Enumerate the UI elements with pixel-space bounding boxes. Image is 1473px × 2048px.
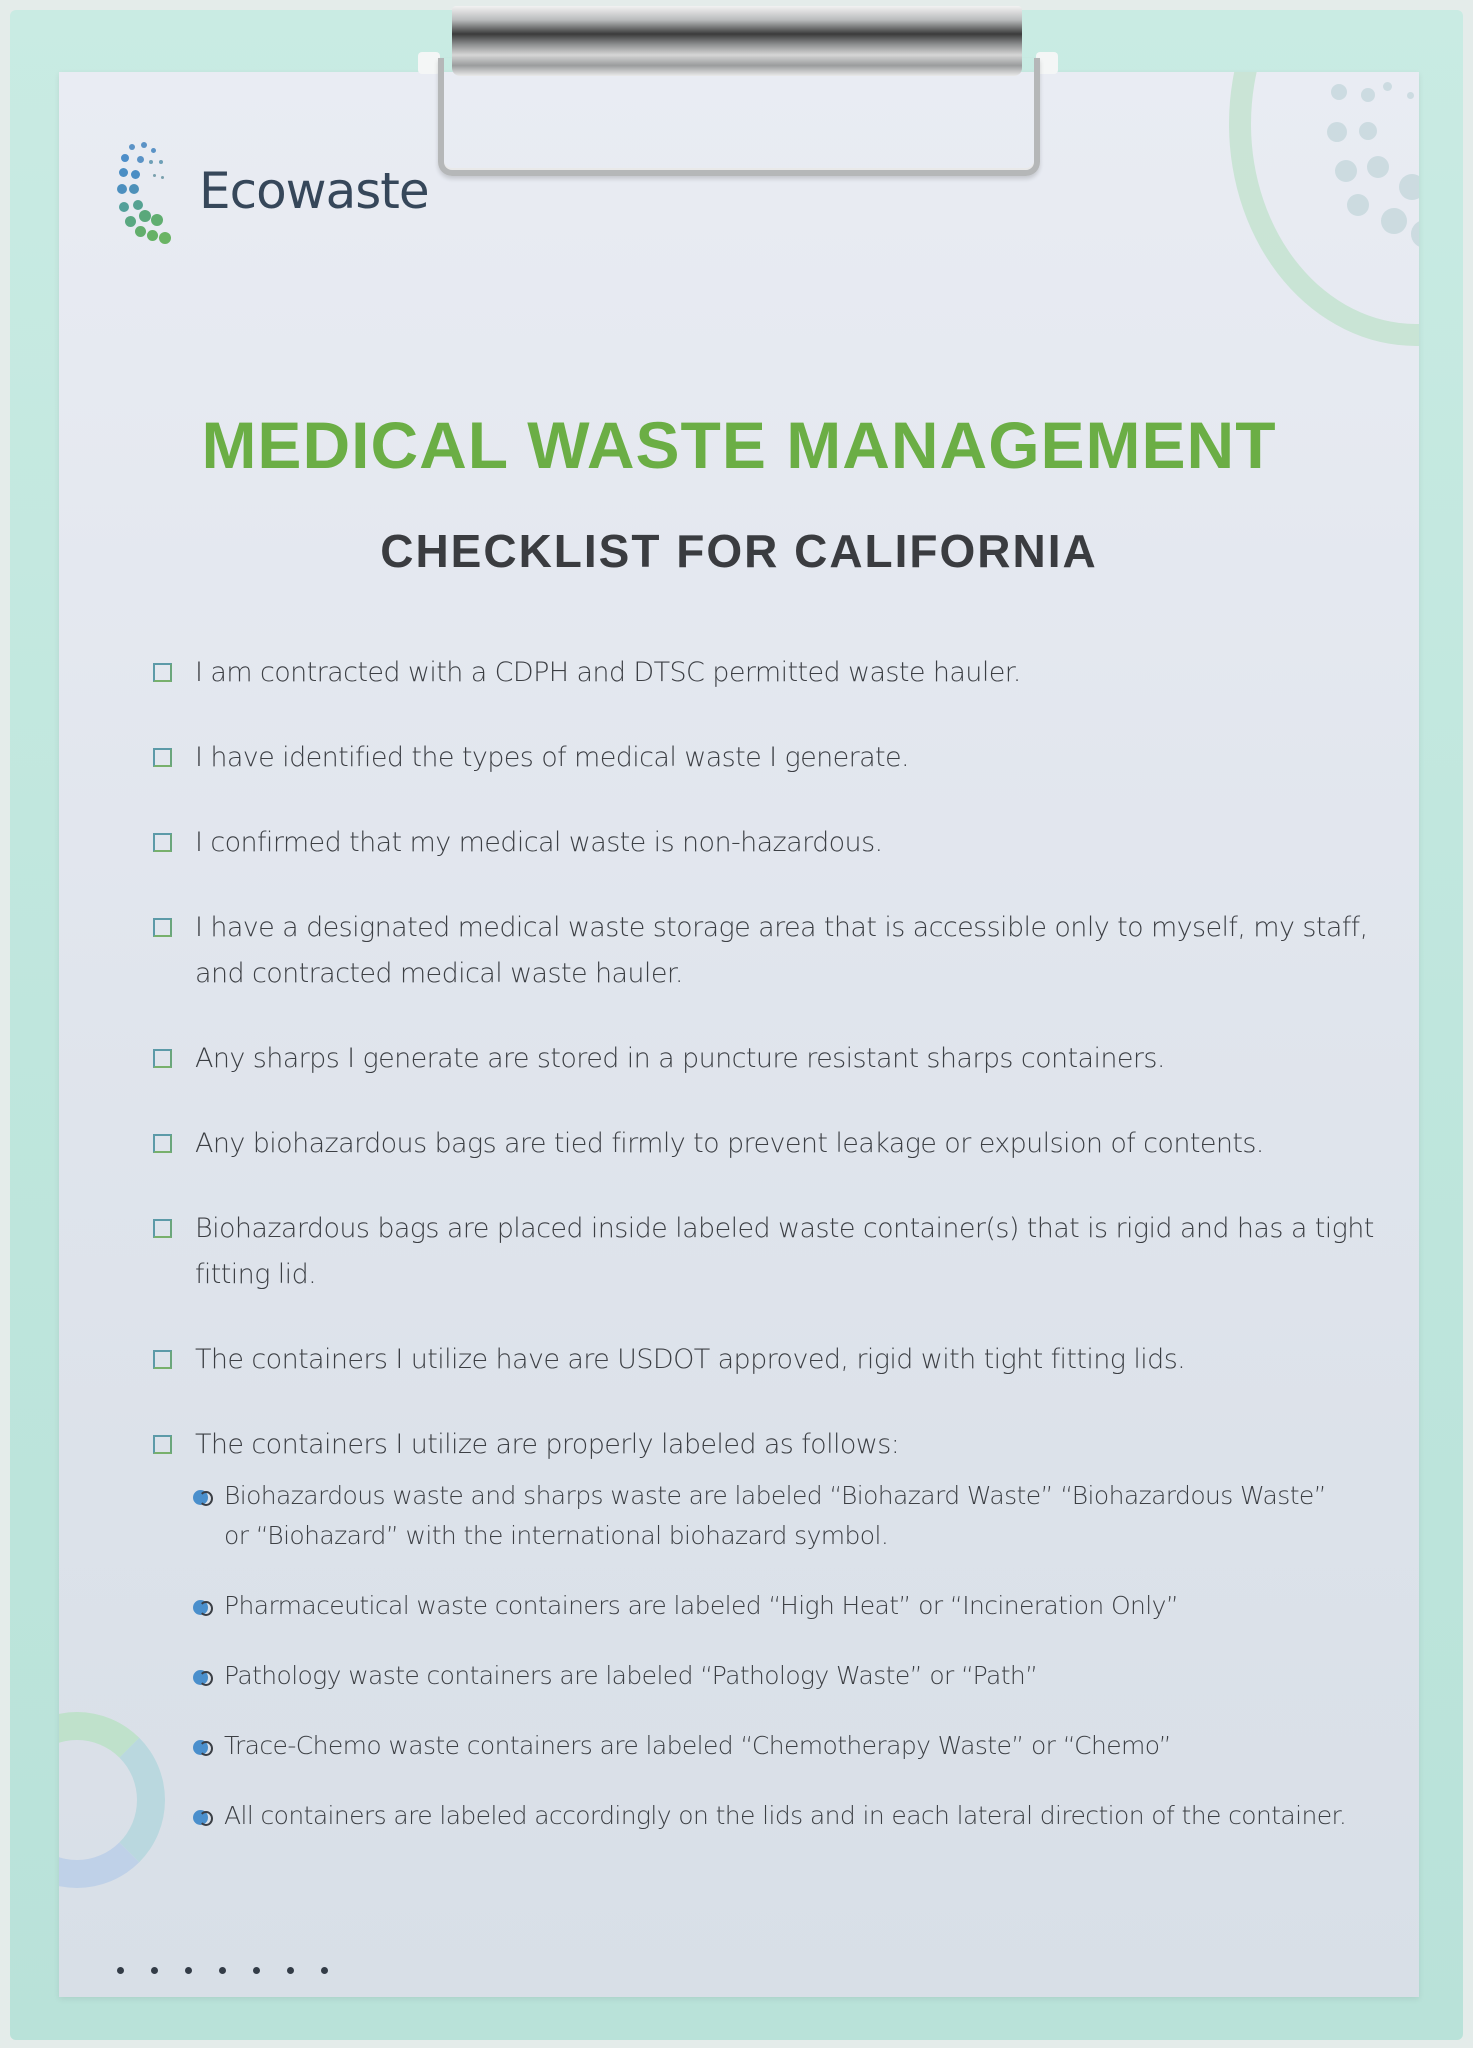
dot-icon — [151, 1967, 158, 1974]
checkbox-icon[interactable] — [153, 918, 172, 937]
decorative-dot-pattern — [1319, 82, 1419, 262]
label-requirement-text: Pharmaceutical waste containers are labeled “High Heat” or “Incineration Only” — [224, 1591, 1179, 1620]
checkbox-icon[interactable] — [153, 1134, 172, 1153]
label-requirement-text: Biohazardous waste and sharps waste are labeled “Biohazard Waste” “Biohazardous Waste” or “Biohazard” with the international biohazard symbol. — [224, 1481, 1327, 1550]
label-requirement-text: All containers are labeled accordingly on the lids and in each lateral direction of the container. — [224, 1801, 1347, 1830]
dot-icon — [219, 1967, 226, 1974]
checkbox-icon[interactable] — [153, 1350, 172, 1369]
label-requirement-text: Pathology waste containers are labeled “Pathology Waste” or “Path” — [224, 1661, 1038, 1690]
label-requirement-text: Trace-Chemo waste containers are labeled “Chemotherapy Waste” or “Chemo” — [224, 1731, 1171, 1760]
label-requirement-item — [193, 1476, 1353, 1556]
bullet-icon — [193, 1490, 213, 1506]
ecowaste-logo-icon — [119, 140, 187, 240]
checklist-item[interactable] — [153, 1206, 1383, 1298]
checklist-item-text: I confirmed that my medical waste is non-hazardous. — [195, 827, 883, 858]
bullet-icon — [193, 1740, 213, 1756]
decorative-ring — [59, 1712, 165, 1888]
checklist-item-text: Any biohazardous bags are tied firmly to prevent leakage or expulsion of contents. — [195, 1128, 1264, 1159]
dot-icon — [253, 1967, 260, 1974]
checklist-item-text: I have a designated medical waste storage area that is accessible only to myself, my staff, and contracted medical waste hauler. — [195, 912, 1368, 989]
label-requirement-item — [193, 1656, 1353, 1696]
checklist-item[interactable] — [153, 905, 1383, 997]
label-requirement-item — [193, 1796, 1353, 1836]
label-requirement-item — [193, 1726, 1353, 1766]
checklist-item-text: Any sharps I generate are stored in a puncture resistant sharps containers. — [195, 1043, 1165, 1074]
checklist-item-text: I am contracted with a CDPH and DTSC permitted waste hauler. — [195, 657, 1021, 688]
label-requirement-item — [193, 1586, 1353, 1626]
checklist-item[interactable] — [153, 1337, 1383, 1383]
checklist-item[interactable] — [153, 650, 1383, 696]
clip-hinge-left — [418, 52, 440, 74]
dot-icon — [287, 1967, 294, 1974]
dot-icon — [321, 1967, 328, 1974]
dot-icon — [117, 1967, 124, 1974]
bullet-icon — [193, 1810, 213, 1826]
checkbox-icon[interactable] — [153, 663, 172, 682]
checklist-item[interactable] — [153, 1422, 1383, 1468]
checklist-item[interactable] — [153, 1121, 1383, 1167]
checkbox-icon[interactable] — [153, 748, 172, 767]
bullet-icon — [193, 1670, 213, 1686]
checkbox-icon[interactable] — [153, 1219, 172, 1238]
checklist — [153, 650, 1383, 1507]
brand-logo — [119, 140, 429, 240]
checklist-item[interactable] — [153, 1036, 1383, 1082]
checklist-item-text: The containers I utilize have are USDOT approved, rigid with tight fitting lids. — [195, 1344, 1186, 1375]
checklist-item-text: The containers I utilize are properly labeled as follows: — [195, 1429, 900, 1460]
checkbox-icon[interactable] — [153, 1435, 172, 1454]
checklist-item[interactable] — [153, 735, 1383, 781]
page-subtitle: CHECKLIST FOR CALIFORNIA — [380, 525, 1098, 577]
page-title: MEDICAL WASTE MANAGEMENT — [201, 408, 1277, 482]
brand-name: Ecowaste — [199, 162, 429, 220]
footer-dots-decoration — [117, 1967, 328, 1974]
clipboard-clip-wire — [438, 58, 1040, 176]
checkbox-icon[interactable] — [153, 833, 172, 852]
dot-icon — [185, 1967, 192, 1974]
checklist-item-text: Biohazardous bags are placed inside labeled waste container(s) that is rigid and has a tight fitting lid. — [195, 1213, 1374, 1290]
label-requirements-list — [193, 1476, 1353, 1866]
checklist-paper — [59, 72, 1419, 1997]
checklist-item[interactable] — [153, 820, 1383, 866]
checkbox-icon[interactable] — [153, 1049, 172, 1068]
bullet-icon — [193, 1600, 213, 1616]
checklist-item-text: I have identified the types of medical waste I generate. — [195, 742, 910, 773]
